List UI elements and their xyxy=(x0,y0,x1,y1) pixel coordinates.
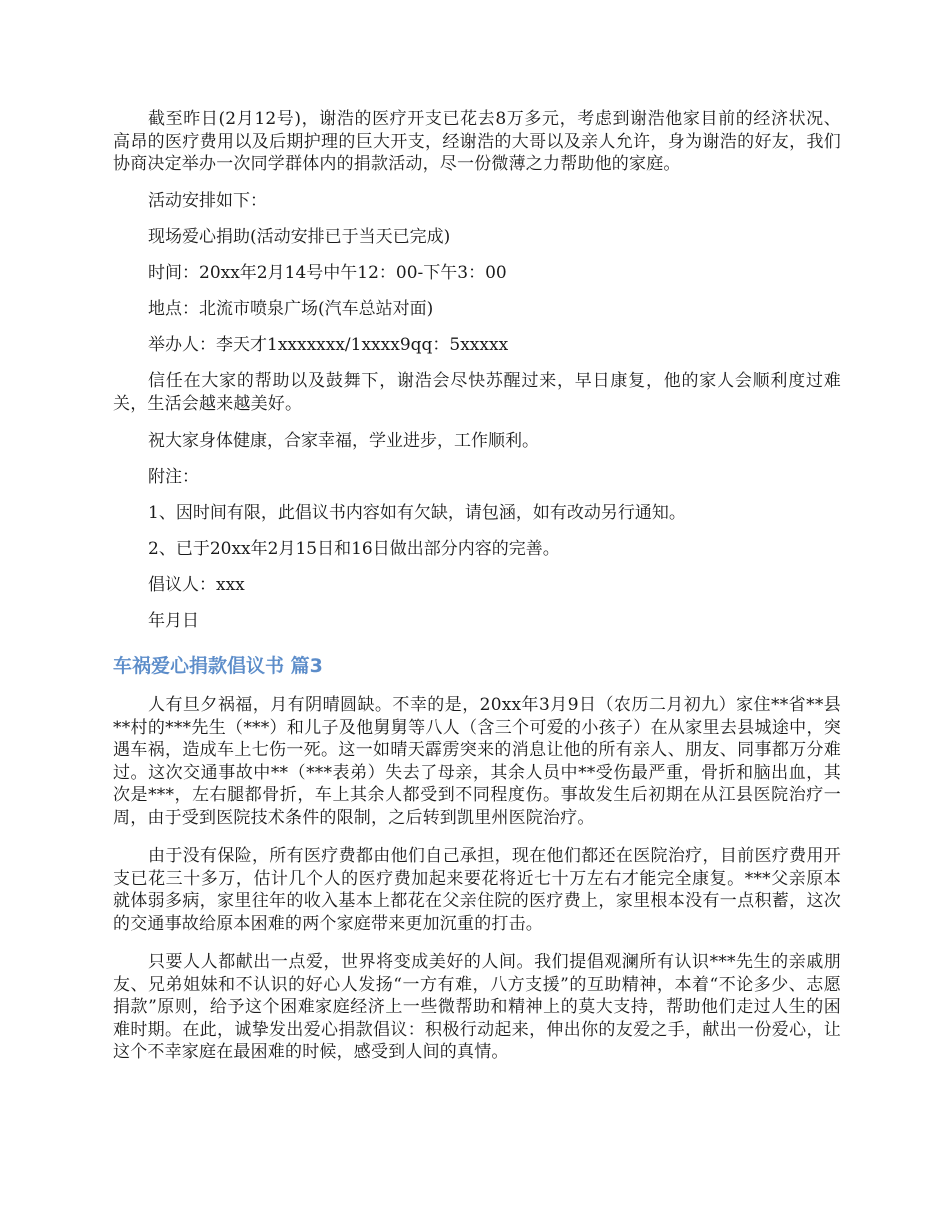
appeal-paragraph: 只要人人都献出一点爱，世界将变成美好的人间。我们提倡观澜所有认识***先生的亲戚朋友、兄弟姐妹和不认识的好心人发扬“一方有难，八方支援”的互助精神，本着“不论多少、志愿捐款”原则，给予这个困难家庭经济上一些微帮助和精神上的莫大支持，帮助他们走过人生的困难时期。在此，诚挚发出爱心捐款倡议：积极行动起来，伸出你的友爱之手，献出一份爱心，让这个不幸家庭在最困难的时候，感受到人间的真情。 xyxy=(113,952,841,1062)
note-item-1: 1、因时间有限，此倡议书内容如有欠缺，请包涵，如有改动另行通知。 xyxy=(148,502,686,523)
onsite-donation-line: 现场爱心捐助(活动安排已于当天已完成) xyxy=(148,227,451,247)
medical-cost-paragraph: 由于没有保险，所有医疗费都由他们自己承担，现在他们都还在医院治疗，目前医疗费用开支已花三十多万，估计几个人的医疗费加起来要花将近七十万左右才能完全康复。***父亲原本就体弱多病，家里往年的收入基本上都花在父亲住院的医疗费上，家里根本没有一点积蓄，这次的交通事故给原本困难的两个家庭带来更加沉重的打击。 xyxy=(113,846,841,934)
section-heading: 车祸爱心捐款倡议书 篇3 xyxy=(113,655,323,677)
accident-paragraph: 人有旦夕祸福，月有阴晴圆缺。不幸的是，20xx年3月9日（农历二月初九）家住**省**县**村的***先生（***）和儿子及他舅舅等八人（含三个可爱的小孩子）在从家里去县城途中，突遇车祸，造成车上七伤一死。这一如晴天霹雳突来的消息让他的所有亲人、朋友、同事都万分难过。这次交通事故中**（***表弟）失去了母亲，其余人员中**受伤最严重，骨折和脑出血，其次是***，左右腿都骨折，车上其余人都受到不同程度伤。事故发生后初期在从江县医院治疗一周，由于受到医院技术条件的限制，之后转到凯里州医院治疗。 xyxy=(113,695,841,828)
section-2 xyxy=(113,694,841,1064)
note-item-2: 2、已于20xx年2月15日和16日做出部分内容的完善。 xyxy=(148,538,560,559)
proposer-line: 倡议人：xxx xyxy=(148,574,245,595)
time-line: 时间：20xx年2月14号中午12：00-下午3：00 xyxy=(148,263,507,283)
document-page xyxy=(113,108,841,1080)
date-line: 年月日 xyxy=(148,610,199,631)
arrangement-line: 活动安排如下： xyxy=(148,191,267,211)
note-title: 附注： xyxy=(148,466,199,487)
section-1 xyxy=(113,108,841,632)
wish-line: 祝大家身体健康，合家幸福，学业进步，工作顺利。 xyxy=(148,430,539,451)
intro-paragraph: 截至昨日(2月12号)，谢浩的医疗开支已花去8万多元，考虑到谢浩他家目前的经济状况、高昂的医疗费用以及后期护理的巨大开支，经谢浩的大哥以及亲人允许，身为谢浩的好友，我们协商决定举办一次同学群体内的捐款活动，尽一份微薄之力帮助他的家庭。 xyxy=(113,109,841,174)
organizer-line: 举办人：李天才1xxxxxxx/1xxxx9qq：5xxxxx xyxy=(148,335,509,355)
place-line: 地点：北流市喷泉广场(汽车总站对面) xyxy=(148,299,434,319)
trust-paragraph: 信任在大家的帮助以及鼓舞下，谢浩会尽快苏醒过来，早日康复，他的家人会顺利度过难关，生活会越来越美好。 xyxy=(113,371,841,414)
